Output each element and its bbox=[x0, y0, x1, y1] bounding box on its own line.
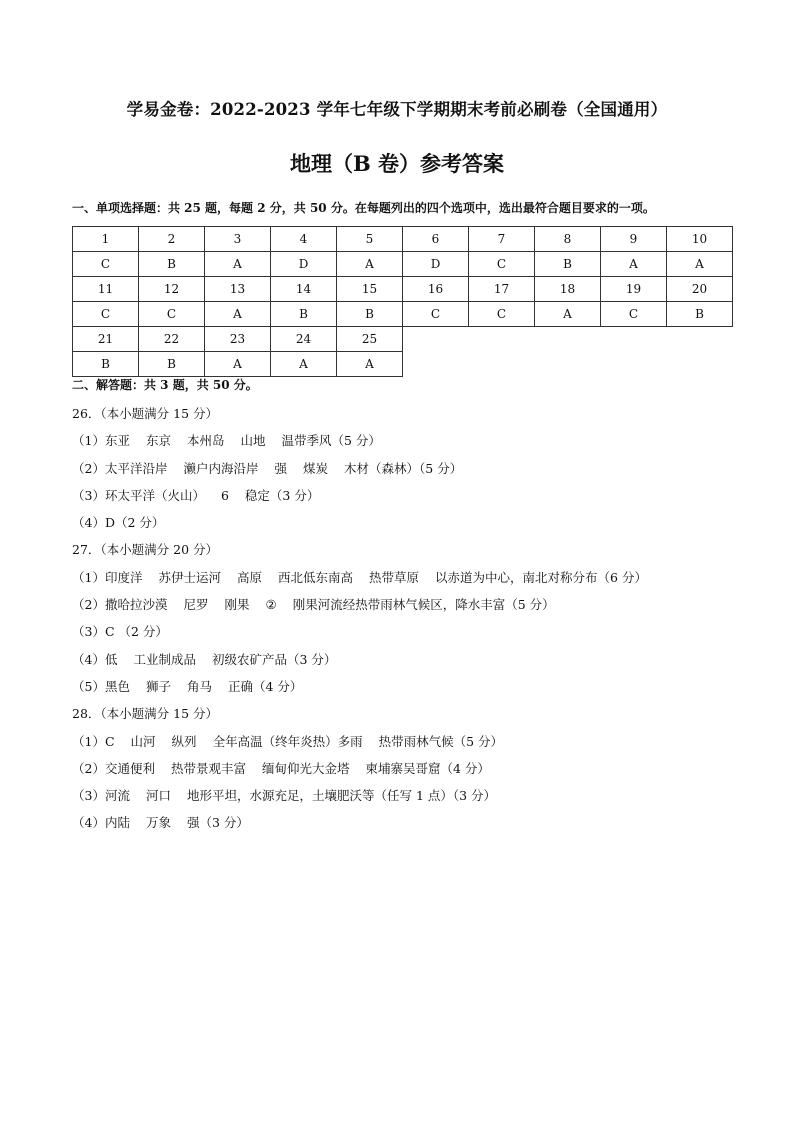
answer-row bbox=[73, 252, 733, 277]
question-number-row bbox=[73, 277, 733, 302]
answer-item: 尼罗 bbox=[183, 597, 209, 613]
answer-line bbox=[72, 564, 772, 591]
question-number-cell: 10 bbox=[667, 227, 733, 252]
answer-item: 热带雨林气候（5 分） bbox=[378, 733, 504, 749]
answer-cell: A bbox=[271, 352, 337, 377]
answer-line bbox=[72, 755, 772, 782]
question-number-cell: 11 bbox=[73, 277, 139, 302]
answer-cell: A bbox=[205, 252, 271, 277]
answer-item: 狮子 bbox=[145, 678, 171, 694]
answer-cell: C bbox=[469, 302, 535, 327]
answer-item: 高原 bbox=[236, 569, 262, 585]
answer-item: 河口 bbox=[145, 788, 171, 804]
answer-item: （2）交通便利 bbox=[72, 760, 155, 776]
answer-line bbox=[72, 509, 772, 536]
answer-item: 角马 bbox=[186, 678, 212, 694]
question-number-cell: 2 bbox=[139, 227, 205, 252]
answer-item: 木材（森林）（5 分） bbox=[344, 460, 463, 476]
answer-item: 强 bbox=[274, 460, 287, 476]
answer-item: 热带景观丰富 bbox=[170, 760, 246, 776]
answer-item: 本州岛 bbox=[186, 433, 225, 449]
answer-line bbox=[72, 728, 772, 755]
empty-cell bbox=[601, 327, 667, 352]
answer-item: 初级农矿产品（3 分） bbox=[211, 651, 337, 667]
question-number-cell: 19 bbox=[601, 277, 667, 302]
answer-item: （3）环太平洋（火山） bbox=[72, 487, 205, 503]
answer-line bbox=[72, 455, 772, 482]
empty-cell bbox=[403, 327, 469, 352]
question-number-cell: 8 bbox=[535, 227, 601, 252]
answer-item: （4）低 bbox=[72, 651, 118, 667]
answer-item: （4）D（2 分） bbox=[72, 515, 165, 531]
question-number-cell: 15 bbox=[337, 277, 403, 302]
answer-cell: A bbox=[337, 352, 403, 377]
question-number-cell: 18 bbox=[535, 277, 601, 302]
answer-item: 刚果 bbox=[224, 597, 250, 613]
question-number-cell: 1 bbox=[73, 227, 139, 252]
answer-table bbox=[72, 226, 733, 377]
answer-item: 万象 bbox=[145, 815, 171, 831]
question-number-cell: 21 bbox=[73, 327, 139, 352]
empty-cell bbox=[403, 352, 469, 377]
exam-series-title: 学易金卷：2022-2023 学年七年级下学期期末考前必刷卷（全国通用） bbox=[126, 100, 668, 119]
section1-heading: 一、单项选择题：共 25 题，每题 2 分，共 50 分。在每题列出的四个选项中，选出最符合题目要求的一项。 bbox=[72, 201, 655, 215]
answer-cell: D bbox=[271, 252, 337, 277]
empty-cell bbox=[667, 327, 733, 352]
question-number-cell: 7 bbox=[469, 227, 535, 252]
answer-item: （3）C （2 分） bbox=[72, 624, 168, 640]
question-number-cell: 3 bbox=[205, 227, 271, 252]
section2-heading: 二、解答题：共 3 题，共 50 分。 bbox=[72, 378, 258, 392]
answer-cell: A bbox=[205, 352, 271, 377]
question-number-cell: 9 bbox=[601, 227, 667, 252]
answer-item: 濑户内海沿岸 bbox=[183, 460, 259, 476]
question-number-cell: 14 bbox=[271, 277, 337, 302]
answer-line bbox=[72, 673, 772, 700]
answer-cell: D bbox=[403, 252, 469, 277]
answer-cell: C bbox=[469, 252, 535, 277]
answer-line bbox=[72, 809, 772, 836]
empty-cell bbox=[535, 352, 601, 377]
answer-cell: A bbox=[535, 302, 601, 327]
answer-item: （3）河流 bbox=[72, 788, 130, 804]
question-number-cell: 23 bbox=[205, 327, 271, 352]
empty-cell bbox=[667, 352, 733, 377]
question-number-cell: 5 bbox=[337, 227, 403, 252]
answer-item: 热带草原 bbox=[369, 569, 420, 585]
question-number-cell: 16 bbox=[403, 277, 469, 302]
answer-cell: A bbox=[205, 302, 271, 327]
empty-cell bbox=[469, 327, 535, 352]
answer-item: 6 bbox=[220, 487, 229, 503]
answer-cell: A bbox=[337, 252, 403, 277]
answer-item: ② bbox=[265, 597, 277, 613]
answer-item: 刚果河流经热带雨林气候区，降水丰富（5 分） bbox=[292, 597, 555, 613]
answer-row bbox=[73, 352, 733, 377]
answer-cell: B bbox=[139, 352, 205, 377]
empty-cell bbox=[535, 327, 601, 352]
answer-item: 正确（4 分） bbox=[227, 678, 303, 694]
question-number-cell: 6 bbox=[403, 227, 469, 252]
answer-cell: C bbox=[73, 252, 139, 277]
empty-cell bbox=[601, 352, 667, 377]
answer-cell: C bbox=[73, 302, 139, 327]
question-number-cell: 24 bbox=[271, 327, 337, 352]
answer-list bbox=[72, 400, 772, 837]
question-heading bbox=[72, 700, 772, 727]
question-number-cell: 13 bbox=[205, 277, 271, 302]
answer-line bbox=[72, 618, 772, 645]
question-heading bbox=[72, 536, 772, 563]
answer-item: 柬埔寨吴哥窟（4 分） bbox=[365, 760, 490, 776]
answer-item: （4）内陆 bbox=[72, 815, 130, 831]
answer-item: 西北低东南高 bbox=[277, 569, 353, 585]
answer-item: 煤炭 bbox=[303, 460, 329, 476]
answer-cell: C bbox=[403, 302, 469, 327]
answer-item: 强（3 分） bbox=[186, 815, 249, 831]
answer-item: 27．（本小题满分 20 分） bbox=[72, 542, 219, 558]
answer-item: 地形平坦，水源充足，土壤肥沃等（任写 1 点）（3 分） bbox=[186, 788, 497, 804]
answer-item: 全年高温（终年炎热）多雨 bbox=[212, 733, 363, 749]
question-number-cell: 25 bbox=[337, 327, 403, 352]
answer-line bbox=[72, 427, 772, 454]
question-number-row bbox=[73, 327, 733, 352]
answer-cell: A bbox=[601, 252, 667, 277]
answer-cell: B bbox=[667, 302, 733, 327]
answer-item: 温带季风（5 分） bbox=[281, 433, 381, 449]
answer-cell: B bbox=[535, 252, 601, 277]
answer-item: 东京 bbox=[145, 433, 171, 449]
answer-item: 28．（本小题满分 15 分） bbox=[72, 706, 219, 722]
answer-item: 纵列 bbox=[171, 733, 197, 749]
answer-item: （2）太平洋沿岸 bbox=[72, 460, 168, 476]
question-number-cell: 17 bbox=[469, 277, 535, 302]
answer-cell: A bbox=[667, 252, 733, 277]
answer-item: 山地 bbox=[240, 433, 266, 449]
answer-item: （5）黑色 bbox=[72, 678, 130, 694]
answer-item: 以赤道为中心，南北对称分布（6 分） bbox=[435, 569, 647, 585]
question-number-cell: 4 bbox=[271, 227, 337, 252]
question-number-cell: 12 bbox=[139, 277, 205, 302]
answer-cell: B bbox=[271, 302, 337, 327]
answer-cell: B bbox=[139, 252, 205, 277]
answer-item: 26．（本小题满分 15 分） bbox=[72, 406, 219, 421]
answer-cell: B bbox=[337, 302, 403, 327]
answer-cell: C bbox=[601, 302, 667, 327]
answer-line bbox=[72, 646, 772, 673]
answer-item: 缅甸仰光大金塔 bbox=[261, 760, 350, 776]
answer-line bbox=[72, 782, 772, 809]
answer-item: （1）C bbox=[72, 733, 115, 749]
answer-item: （1）东亚 bbox=[72, 433, 130, 449]
answer-row bbox=[73, 302, 733, 327]
page-title: 地理（B 卷）参考答案 bbox=[289, 151, 505, 176]
empty-cell bbox=[469, 352, 535, 377]
answer-item: 山河 bbox=[130, 733, 156, 749]
answer-item: 稳定（3 分） bbox=[244, 487, 320, 503]
answer-item: 苏伊士运河 bbox=[158, 569, 221, 585]
answer-item: （1）印度洋 bbox=[72, 569, 143, 585]
question-heading bbox=[72, 400, 772, 427]
answer-cell: B bbox=[73, 352, 139, 377]
question-number-cell: 22 bbox=[139, 327, 205, 352]
answer-item: 工业制成品 bbox=[133, 651, 196, 667]
answer-line bbox=[72, 591, 772, 618]
question-number-row bbox=[73, 227, 733, 252]
question-number-cell: 20 bbox=[667, 277, 733, 302]
answer-cell: C bbox=[139, 302, 205, 327]
answer-line bbox=[72, 482, 772, 509]
answer-item: （2）撒哈拉沙漠 bbox=[72, 597, 168, 613]
